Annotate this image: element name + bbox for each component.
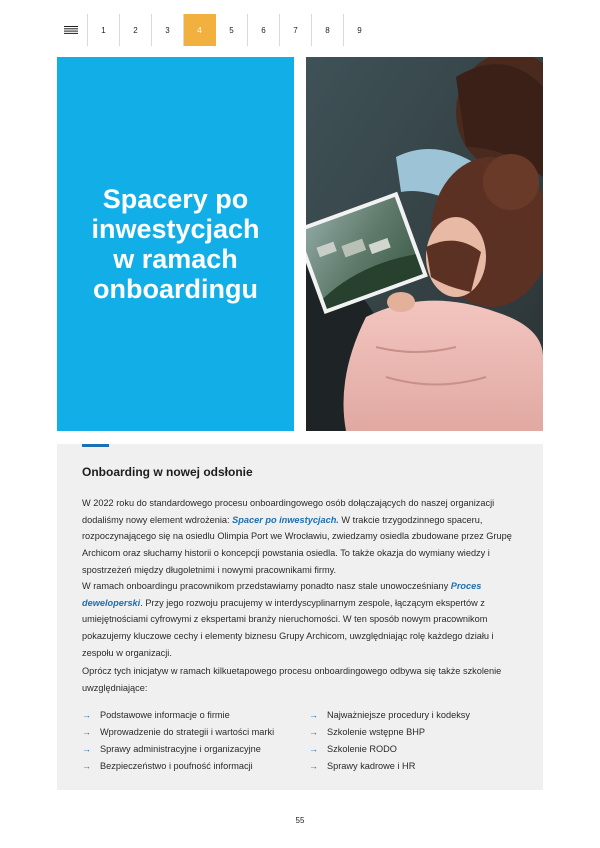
page-tab-4-active[interactable]: 4 <box>184 14 216 46</box>
page-tab-3[interactable]: 3 <box>152 14 184 46</box>
page-tab-2[interactable]: 2 <box>120 14 152 46</box>
arrow-right-icon: → <box>82 726 91 737</box>
women-holding-photo-image <box>306 57 543 431</box>
page-tab-9[interactable]: 9 <box>357 25 362 35</box>
hero-title-line-4: onboardingu <box>93 274 258 304</box>
page-tab-8[interactable]: 8 <box>312 14 344 46</box>
arrow-right-icon: → <box>309 761 318 772</box>
hamburger-icon <box>64 26 78 34</box>
hero-title-line-2: inwestycjach <box>91 214 260 244</box>
list-item <box>309 740 470 757</box>
list-item-label: Wprowadzenie do strategii i wartości marki <box>100 726 275 737</box>
top-navigation <box>55 14 375 46</box>
paragraph-process <box>82 578 522 662</box>
page-tab-5[interactable]: 5 <box>216 14 248 46</box>
menu-button[interactable] <box>55 14 88 46</box>
arrow-right-icon: → <box>82 761 91 772</box>
training-list-left <box>82 706 274 775</box>
list-item-label: Bezpieczeństwo i poufność informacji <box>100 761 253 772</box>
list-item-label: Sprawy kadrowe i HR <box>327 761 416 772</box>
paragraph-process-text-1: W ramach onboardingu pracownikom przedstawiamy ponadto nasz stale unowocześniany <box>82 581 451 591</box>
list-item <box>82 758 274 775</box>
page-tab-1[interactable]: 1 <box>88 14 120 46</box>
list-item-label: Sprawy administracyjne i organizacyjne <box>100 743 261 754</box>
list-item-label: Szkolenie RODO <box>327 743 397 754</box>
onboarding-content-box <box>57 444 543 790</box>
process-highlight: Proces deweloperski <box>82 581 482 608</box>
list-item <box>82 723 274 740</box>
paragraph-training: Oprócz tych inicjatyw w ramach kilkuetapowego procesu onboardingowego odbywa się także szkolenie uwzględniające: <box>82 666 502 693</box>
list-item <box>309 706 470 723</box>
training-list-right <box>309 706 470 775</box>
arrow-right-icon: → <box>309 743 318 754</box>
paragraph-walks-text-1: W 2022 roku do standardowego procesu onboardingowego osób dołączających do naszej organizacji dodaliśmy nowy element wdrożenia: <box>82 498 495 525</box>
hero-photo <box>306 57 543 431</box>
hero-title-line-1: Spacery po <box>102 184 249 214</box>
hero-title-line-3: w ramach <box>113 244 238 274</box>
list-item <box>309 758 470 775</box>
list-item-label: Szkolenie wstępne BHP <box>327 726 426 737</box>
arrow-right-icon: → <box>309 709 318 720</box>
list-item <box>309 723 470 740</box>
page-tab-6[interactable]: 6 <box>248 14 280 46</box>
paragraph-walks-text-2: W trakcie trzygodzinnego spaceru, rozpoczynającego się na osiedlu Olimpia Port we Wrocławiu, zwiedzamy osiedla zbudowane przez Grupę Archicom oraz słuchamy historii o koncepcji powstania osiedla. To także okazja do wymiany wiedzy i spostrzeżeń między długoletnimi i nowymi pracownikami firmy. <box>82 514 512 575</box>
accent-bar <box>82 444 109 447</box>
list-item <box>82 740 274 757</box>
section-title: Onboarding w nowej odsłonie <box>82 465 253 479</box>
hero-title <box>76 184 276 304</box>
paragraph-walks <box>82 495 522 579</box>
page-tab-7[interactable]: 7 <box>280 14 312 46</box>
list-item-label: Podstawowe informacje o firmie <box>100 709 230 720</box>
page-number: 55 <box>295 816 305 825</box>
walks-highlight: Spacer po inwestycjach. <box>232 514 339 525</box>
arrow-right-icon: → <box>309 726 318 737</box>
arrow-right-icon: → <box>82 709 91 720</box>
list-item <box>82 706 274 723</box>
list-item-label: Najważniejsze procedury i kodeksy <box>327 709 470 720</box>
hero-title-panel <box>57 57 294 431</box>
arrow-right-icon: → <box>82 743 91 754</box>
paragraph-process-text-2: . Przy jego rozwoju pracujemy w interdyscyplinarnym zespole, łączącym ekspertów z umiejętnościami cyfrowymi z ekspertami branży nieruchomości. W ten sposób nowym pracownikom pokazujemy kluczowe cechy i elementy biznesu Grupy Archicom, uwzględniając rolę każdego działu i zespołu w organizacji. <box>82 597 494 658</box>
